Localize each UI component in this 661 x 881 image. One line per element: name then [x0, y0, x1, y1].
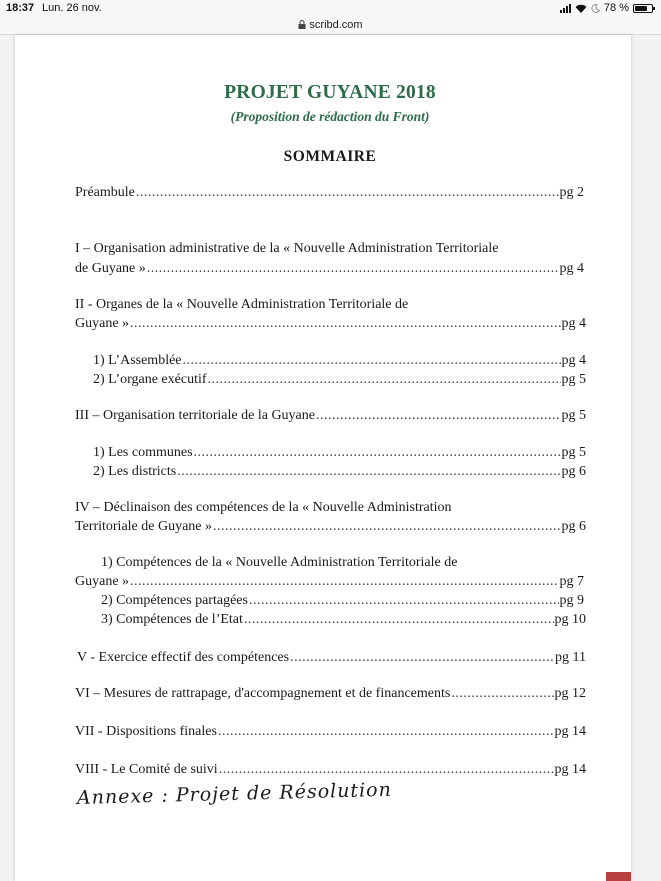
battery-percent: 78 % [603, 2, 629, 14]
toc-entry-section-6: VI – Mesures de rattrapage, d'accompagnement et de financements ..... pg 12 [75, 686, 586, 702]
document-title: PROJET GUYANE 2018 [224, 82, 436, 103]
toc-entry-section-8: VIII - Le Comité de suivi ..... pg 14 [75, 762, 586, 778]
status-indicators [560, 2, 653, 14]
document-page [15, 35, 631, 881]
cellular-signal-icon [560, 4, 571, 13]
toc-entry-section-4-1-line1: 1) Compétences de la « Nouvelle Administration Territoriale de [101, 555, 458, 570]
address-bar[interactable] [0, 18, 661, 35]
toc-entry-section-2-2: 2) L’organe exécutif ..... pg 5 [93, 372, 586, 388]
toc-entry-section-2-line1: II - Organes de la « Nouvelle Administration Territoriale de [75, 297, 409, 312]
toc-entry-section-4-1: Guyane » ..... pg 7 [75, 574, 584, 590]
toc-heading: SOMMAIRE [283, 148, 377, 165]
lock-icon [298, 20, 306, 29]
toc-entry-section-3-2: 2) Les districts ..... pg 6 [93, 464, 586, 480]
wifi-icon [575, 4, 587, 13]
status-time: 18:37 [6, 2, 35, 14]
toc-entry-section-4-3: 3) Compétences de l’Etat ..... pg 10 [101, 612, 586, 628]
toc-entry-section-5: V - Exercice effectif des compétences ..... pg 11 [77, 650, 586, 666]
toc-entry-section-4: Territoriale de Guyane » ..... pg 6 [75, 519, 586, 535]
battery-level-fill [635, 6, 647, 11]
handwritten-annex-note: Annexe : Projet de Résolution [76, 778, 393, 809]
toc-entry-section-3: III – Organisation territoriale de la Guyane ..... pg 5 [75, 408, 586, 424]
toc-entry-section-3-1: 1) Les communes ..... pg 5 [93, 445, 586, 461]
status-bar [0, 0, 661, 18]
toc-entry-section-4-2: 2) Compétences partagées ..... pg 9 [101, 593, 584, 609]
do-not-disturb-moon-icon [591, 4, 600, 13]
battery-icon [633, 4, 653, 13]
status-date: Lun. 26 nov. [42, 2, 102, 14]
page-corner-tab[interactable] [606, 872, 631, 881]
document-subtitle: (Proposition de rédaction du Front) [230, 109, 430, 124]
toc-entry-section-1-line1: I – Organisation administrative de la « Nouvelle Administration Territoriale [75, 241, 499, 256]
toc-entry-section-4-line1: IV – Déclinaison des compétences de la « Nouvelle Administration [75, 500, 452, 515]
toc-entry-section-1: de Guyane » ..... pg 4 [75, 261, 584, 277]
url-text[interactable]: scribd.com [309, 19, 363, 31]
toc-entry-section-7: VII - Dispositions finales ..... pg 14 [75, 724, 586, 740]
toc-entry-preambule: Préambule ..... pg 2 [75, 185, 584, 201]
toc-entry-section-2-1: 1) L’Assemblée ..... pg 4 [93, 353, 586, 369]
toc-entry-section-2: Guyane » ..... pg 4 [75, 316, 586, 332]
